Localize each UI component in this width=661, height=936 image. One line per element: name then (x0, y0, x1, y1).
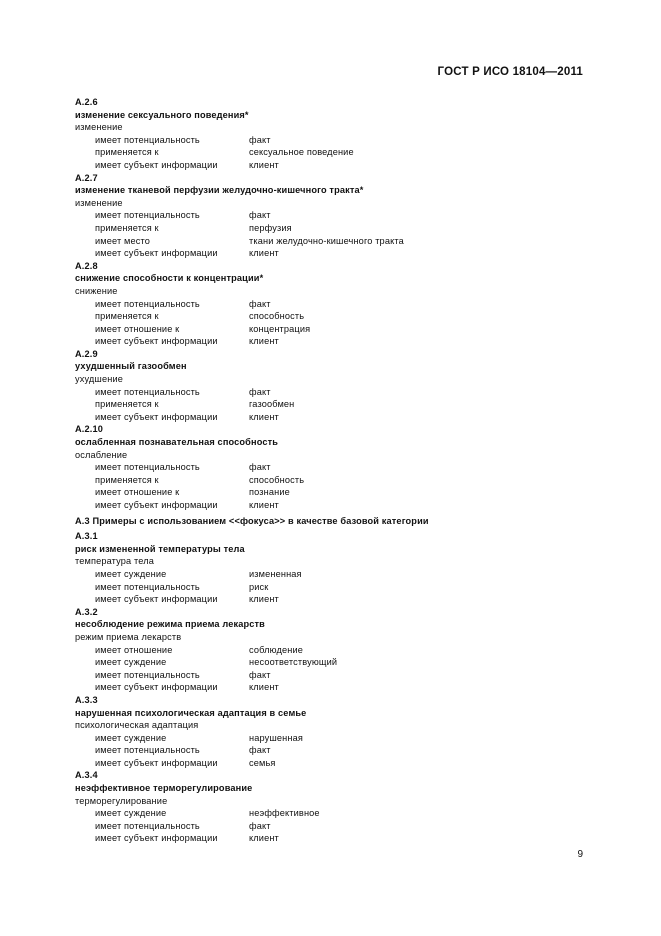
attribute-row (75, 681, 595, 694)
example-entry (75, 348, 595, 424)
attribute-name: имеет потенциальность (95, 669, 200, 680)
attribute-name: имеет субъект информации (95, 248, 218, 259)
document-content (75, 96, 595, 845)
attribute-row (75, 247, 595, 260)
attribute-name: имеет потенциальность (95, 134, 200, 145)
entry-base-category: изменение (75, 197, 123, 208)
attribute-row (75, 411, 595, 424)
entry-base-category: терморегулирование (75, 795, 168, 806)
attribute-row (75, 222, 595, 235)
entry-title: ухудшенный газообмен (75, 361, 187, 372)
entry-title: нарушенная психологическая адаптация в семье (75, 707, 307, 718)
attribute-value: факт (249, 386, 271, 397)
attribute-value: способность (249, 474, 305, 485)
attribute-row (75, 235, 595, 248)
attribute-value: газообмен (249, 399, 295, 410)
attribute-value: факт (249, 745, 271, 756)
attribute-row (75, 593, 595, 606)
entry-number: A.3.3 (75, 694, 98, 705)
attribute-name: имеет субъект информации (95, 833, 218, 844)
attribute-value: факт (249, 134, 271, 145)
entry-title: несоблюдение режима приема лекарств (75, 619, 265, 630)
attribute-value: риск (249, 581, 269, 592)
attribute-name: имеет потенциальность (95, 820, 200, 831)
attribute-value: факт (249, 820, 271, 831)
attribute-name: имеет субъект информации (95, 594, 218, 605)
section-heading: A.3 Примеры с использованием <<фокуса>> в качестве базовой категории (75, 515, 429, 526)
attribute-name: применяется к (95, 147, 159, 158)
attribute-value: нарушенная (249, 732, 303, 743)
entry-base-category: ослабление (75, 449, 128, 460)
attribute-row (75, 499, 595, 512)
entry-number: A.2.6 (75, 97, 98, 107)
attribute-name: имеет субъект информации (95, 411, 218, 422)
attribute-row (75, 832, 595, 845)
attribute-name: имеет субъект информации (95, 159, 218, 170)
attribute-row (75, 732, 595, 745)
entry-title: риск измененной температуры тела (75, 543, 245, 554)
attribute-value: способность (249, 311, 305, 322)
attribute-value: несоответствующий (249, 657, 338, 668)
entry-base-category: снижение (75, 285, 118, 296)
attribute-value: ткани желудочно-кишечного тракта (249, 235, 404, 246)
attribute-value: факт (249, 210, 271, 221)
attribute-value: факт (249, 462, 271, 473)
entry-base-category: психологическая адаптация (75, 720, 199, 731)
entry-number: A.3.4 (75, 770, 98, 781)
example-entry (75, 769, 595, 845)
attribute-row (75, 209, 595, 222)
attribute-name: имеет отношение (95, 644, 173, 655)
attribute-name: имеет потенциальность (95, 581, 200, 592)
attribute-name: имеет субъект информации (95, 682, 218, 693)
examples-group-a3 (75, 530, 595, 845)
attribute-row (75, 486, 595, 499)
attribute-value: семья (249, 757, 276, 768)
attribute-row (75, 323, 595, 336)
attribute-value: концентрация (249, 323, 311, 334)
page-number: 9 (577, 849, 583, 860)
attribute-row (75, 134, 595, 147)
entry-title: ослабленная познавательная способность (75, 437, 279, 448)
attribute-row (75, 568, 595, 581)
entry-base-category: изменение (75, 122, 123, 133)
entry-base-category: температура тела (75, 556, 154, 567)
attribute-row (75, 807, 595, 820)
attribute-row (75, 644, 595, 657)
attribute-value: соблюдение (249, 644, 303, 655)
attribute-name: имеет потенциальность (95, 210, 200, 221)
attribute-name: имеет отношение к (95, 487, 180, 498)
attribute-value: неэффективное (249, 808, 320, 819)
attribute-row (75, 820, 595, 833)
attribute-value: клиент (249, 411, 279, 422)
attribute-name: имеет суждение (95, 657, 167, 668)
attribute-name: применяется к (95, 222, 159, 233)
attribute-value: клиент (249, 682, 279, 693)
attribute-name: имеет потенциальность (95, 298, 200, 309)
example-entry (75, 260, 595, 348)
attribute-name: имеет субъект информации (95, 336, 218, 347)
example-entry (75, 530, 595, 606)
attribute-row (75, 581, 595, 594)
attribute-name: имеет суждение (95, 808, 167, 819)
entry-number: A.2.9 (75, 348, 98, 359)
attribute-name: имеет потенциальность (95, 386, 200, 397)
attribute-value: клиент (249, 159, 279, 170)
attribute-value: измененная (249, 568, 302, 579)
attribute-row (75, 310, 595, 323)
attribute-name: применяется к (95, 311, 159, 322)
attribute-value: клиент (249, 500, 279, 510)
attribute-name: имеет субъект информации (95, 757, 218, 768)
attribute-value: клиент (249, 594, 279, 605)
attribute-row (75, 744, 595, 757)
attribute-value: факт (249, 298, 271, 309)
entry-number: A.2.8 (75, 260, 98, 271)
entry-number: A.2.7 (75, 172, 98, 183)
example-entry (75, 96, 595, 172)
attribute-value: клиент (249, 248, 279, 259)
attribute-name: имеет потенциальность (95, 462, 200, 473)
document-header: ГОСТ Р ИСО 18104—2011 (437, 66, 583, 78)
attribute-value: познание (249, 487, 290, 498)
attribute-row (75, 474, 595, 487)
attribute-row (75, 146, 595, 159)
entry-number: A.2.10 (75, 424, 103, 435)
entry-title: неэффективное терморегулирование (75, 783, 253, 794)
attribute-row (75, 656, 595, 669)
example-entry (75, 423, 595, 511)
entry-base-category: режим приема лекарств (75, 631, 182, 642)
examples-group-a2 (75, 96, 595, 512)
attribute-row (75, 757, 595, 770)
example-entry (75, 172, 595, 260)
entry-base-category: ухудшение (75, 374, 123, 385)
attribute-value: сексуальное поведение (249, 147, 354, 158)
attribute-name: имеет суждение (95, 732, 167, 743)
attribute-row (75, 669, 595, 682)
attribute-value: факт (249, 669, 271, 680)
attribute-row (75, 159, 595, 172)
attribute-row (75, 398, 595, 411)
attribute-name: применяется к (95, 399, 159, 410)
attribute-row (75, 386, 595, 399)
attribute-name: имеет место (95, 235, 151, 246)
entry-number: A.3.2 (75, 606, 98, 617)
attribute-row (75, 335, 595, 348)
entry-title: снижение способности к концентрации* (75, 273, 264, 284)
attribute-name: имеет субъект информации (95, 500, 218, 510)
attribute-row (75, 298, 595, 311)
example-entry (75, 606, 595, 694)
attribute-value: клиент (249, 833, 279, 844)
entry-title: изменение сексуального поведения* (75, 109, 249, 120)
attribute-name: имеет отношение к (95, 323, 180, 334)
attribute-value: перфузия (249, 222, 292, 233)
entry-title: изменение тканевой перфузии желудочно-кишечного тракта* (75, 185, 364, 196)
entry-number: A.3.1 (75, 531, 98, 542)
attribute-name: применяется к (95, 474, 159, 485)
attribute-name: имеет потенциальность (95, 745, 200, 756)
attribute-row (75, 461, 595, 474)
attribute-value: клиент (249, 336, 279, 347)
attribute-name: имеет суждение (95, 568, 167, 579)
example-entry (75, 694, 595, 770)
